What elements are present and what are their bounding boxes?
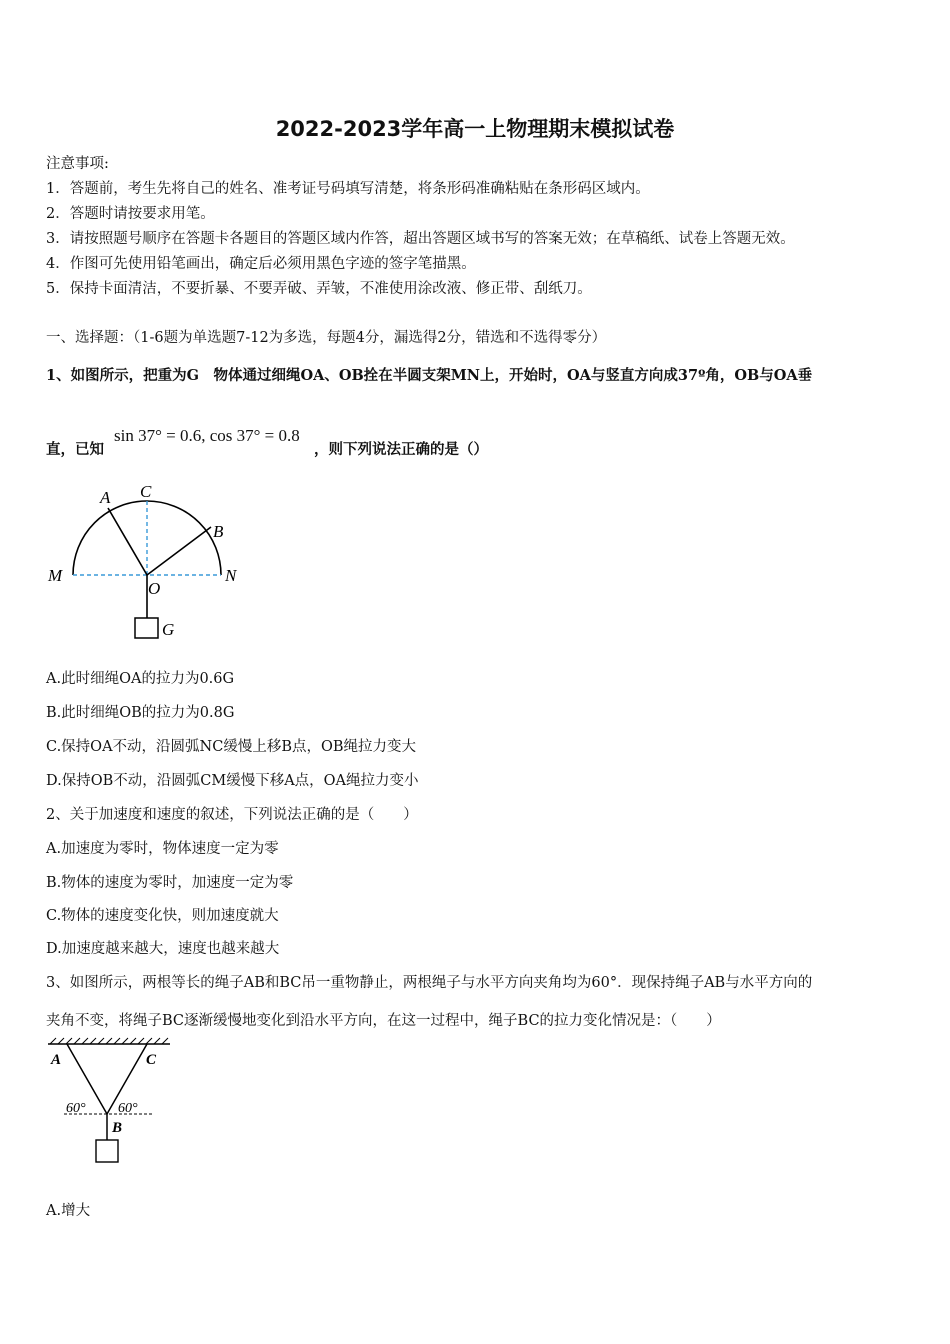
label-o: O bbox=[148, 579, 161, 598]
q1-formula: sin 37° = 0.6, cos 37° = 0.8 bbox=[114, 426, 300, 445]
q1-option-b: B.此时细绳OB的拉力为0.8G bbox=[46, 705, 235, 721]
label-c: C bbox=[146, 1052, 157, 1068]
q1-stem-prefix: 直，已知 bbox=[46, 441, 104, 458]
rope-ob bbox=[147, 527, 211, 575]
angle-right: 60° bbox=[118, 1101, 138, 1116]
weight-box bbox=[96, 1140, 118, 1162]
notice-item-5: 5．保持卡面清洁，不要折暴、不要弄破、弄皱，不准使用涂改液、修正带、刮纸刀。 bbox=[46, 281, 592, 297]
q1-option-c: C.保持OA不动，沿圆弧NC缓慢上移B点，OB绳拉力变大 bbox=[46, 739, 417, 755]
angle-left: 60° bbox=[66, 1101, 86, 1116]
notice-item-1: 1．答题前，考生先将自己的姓名、准考证号码填写清楚，将条形码准确粘贴在条形码区域内。 bbox=[46, 181, 650, 197]
label-b: B bbox=[112, 1120, 123, 1136]
q3-figure bbox=[44, 1036, 174, 1168]
page-title: 2022-2023学年高一上物理期末模拟试卷 bbox=[275, 117, 675, 141]
label-m: M bbox=[48, 566, 63, 585]
label-a: A bbox=[100, 488, 111, 507]
weight-box bbox=[135, 618, 158, 638]
q1-option-d: D.保持OB不动，沿圆弧CM缓慢下移A点，OA绳拉力变小 bbox=[46, 773, 419, 789]
label-g: G bbox=[162, 620, 175, 639]
label-c: C bbox=[140, 482, 152, 501]
q1-stem-line1: 1、如图所示，把重为G 物体通过细绳OA、OB拴在半圆支架MN上，开始时，OA与竖直方向成37º角，OB与OA垂 bbox=[46, 367, 813, 384]
q2-option-c: C.物体的速度变化快，则加速度就大 bbox=[46, 908, 279, 924]
label-a: A bbox=[51, 1052, 62, 1068]
notice-heading: 注意事项: bbox=[46, 156, 109, 172]
notice-item-3: 3．请按照题号顺序在答题卡各题目的答题区域内作答，超出答题区域书写的答案无效；在草稿纸、试卷上答题无效。 bbox=[46, 231, 795, 247]
q1-stem-suffix: ，则下列说法正确的是（） bbox=[314, 441, 488, 458]
q3-option-a: A.增大 bbox=[46, 1203, 91, 1219]
section-heading: 一、选择题：（1-6题为单选题7-12为多选，每题4分，漏选得2分，错选和不选得零分） bbox=[46, 330, 607, 346]
q2-option-d: D.加速度越来越大，速度也越来越大 bbox=[46, 941, 280, 957]
label-b: B bbox=[213, 522, 224, 541]
label-n: N bbox=[225, 566, 237, 585]
q3-stem-line1: 3、如图所示，两根等长的绳子AB和BC吊一重物静止，两根绳子与水平方向夹角均为60°．现保持绳子AB与水平方向的 bbox=[46, 975, 813, 991]
notice-item-4: 4．作图可先使用铅笔画出，确定后必须用黑色字迹的签字笔描黑。 bbox=[46, 256, 476, 272]
q2-option-b: B.物体的速度为零时，加速度一定为零 bbox=[46, 875, 294, 891]
q1-figure bbox=[40, 478, 250, 648]
q3-stem-line2: 夹角不变，将绳子BC逐渐缓慢地变化到沿水平方向，在这一过程中，绳子BC的拉力变化情况是：（ ） bbox=[46, 1013, 721, 1029]
rope-oa bbox=[108, 508, 147, 575]
q2-option-a: A.加速度为零时，物体速度一定为零 bbox=[46, 841, 279, 857]
notice-item-2: 2．答题时请按要求用笔。 bbox=[46, 206, 215, 222]
q2-stem: 2、关于加速度和速度的叙述，下列说法正确的是（ ） bbox=[46, 807, 418, 823]
q1-option-a: A.此时细绳OA的拉力为0.6G bbox=[46, 671, 235, 687]
